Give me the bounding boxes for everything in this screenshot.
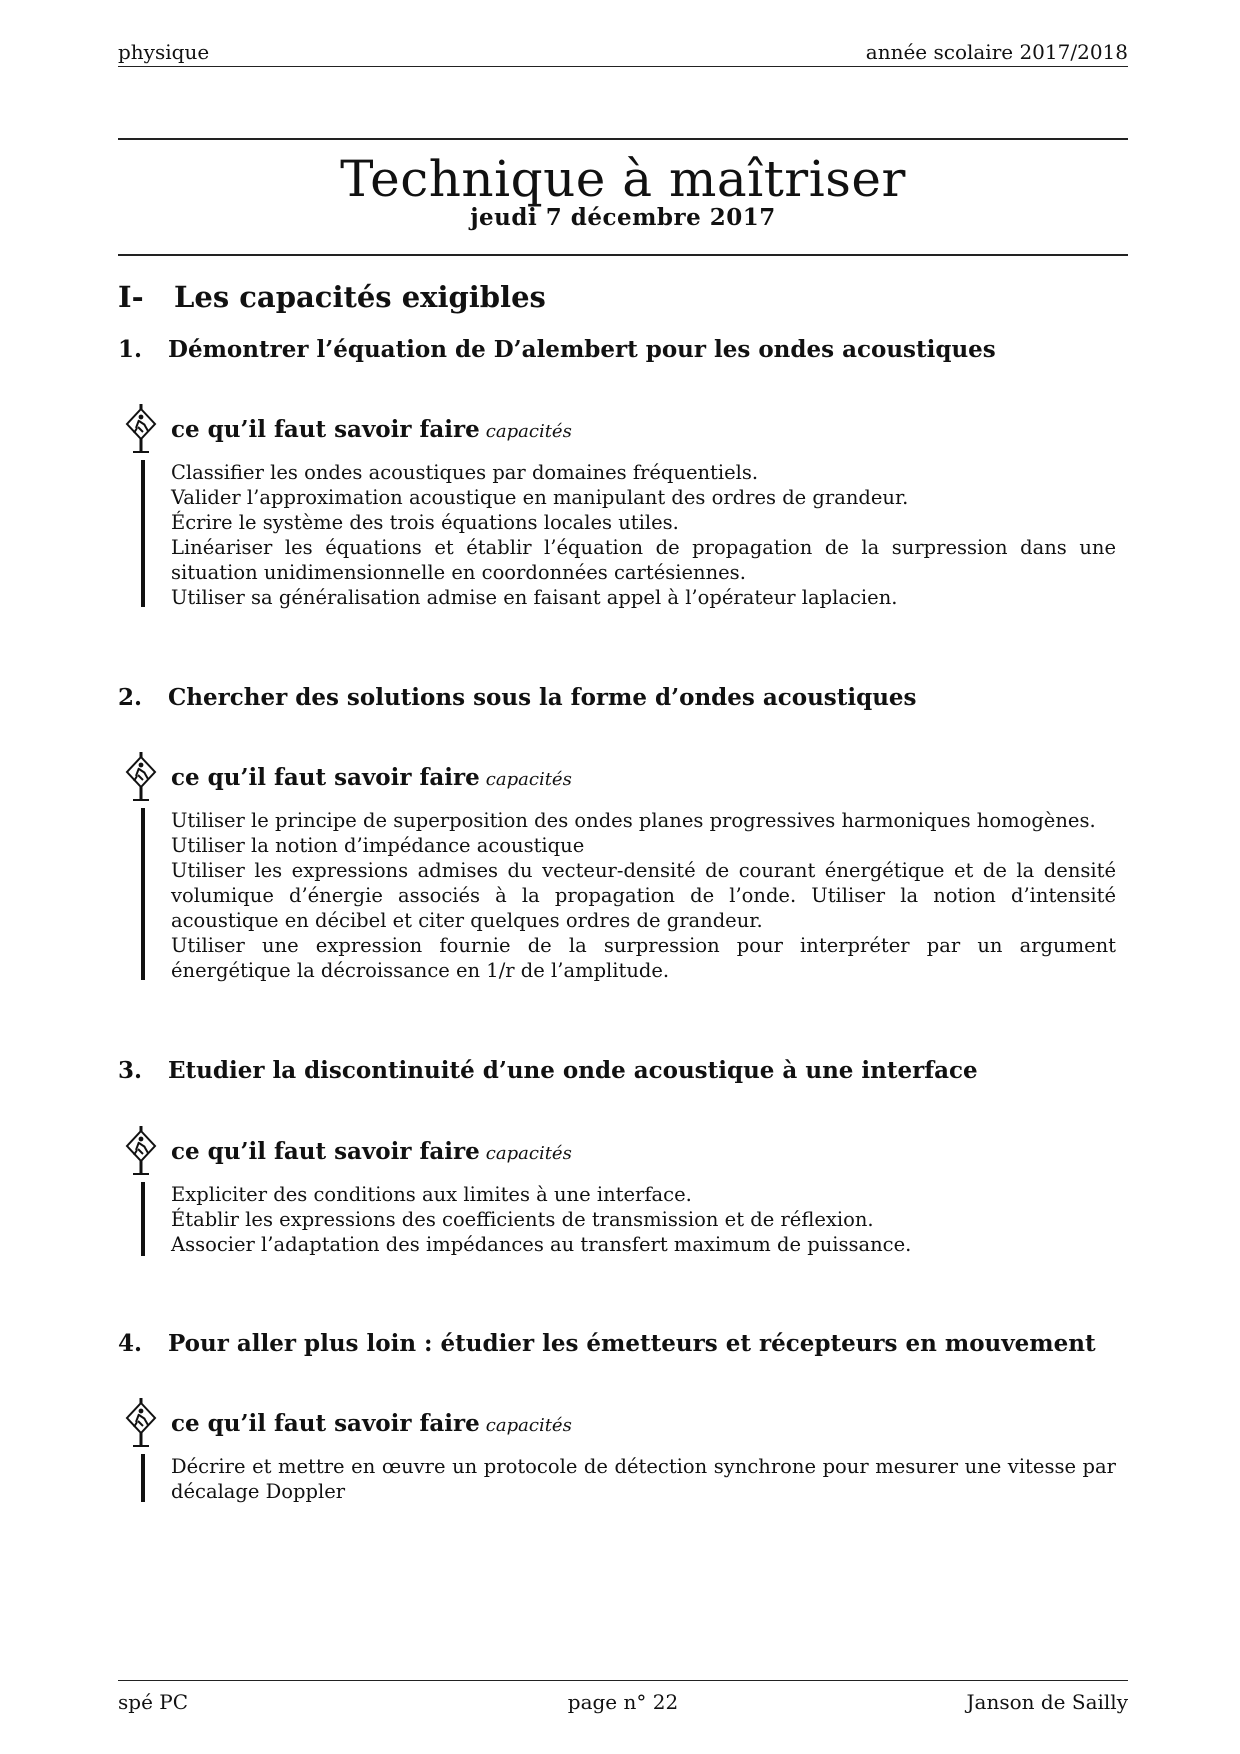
subsection-1-heading (118, 336, 996, 363)
capacities-heading-4 (171, 1410, 572, 1437)
capacities-list-2 (171, 808, 1116, 983)
capacity-item: Établir les expressions des coefficients de transmission et de réflexion. (171, 1208, 874, 1231)
worker-sign-icon (124, 752, 158, 804)
page-number: page n° 22 (567, 1690, 679, 1714)
capacity-item: Valider l’approximation acoustique en manipulant des ordres de grandeur. (171, 486, 909, 509)
title-top-rule (118, 138, 1128, 140)
section-number: I- (118, 280, 144, 314)
capacities-label: ce qu’il faut savoir faire (171, 1410, 480, 1437)
capacities-bar (141, 808, 145, 980)
capacity-item: Expliciter des conditions aux limites à une interface. (171, 1183, 692, 1206)
capacities-tag: capacités (485, 421, 572, 442)
page-title: Technique à maîtriser (340, 150, 906, 208)
worker-sign-icon (124, 1126, 158, 1178)
capacity-item: Utiliser une expression fournie de la surpression pour interpréter par un argument énergétique la décroissance en 1/r de l’amplitude. (171, 934, 1116, 982)
capacities-tag: capacités (485, 1143, 572, 1164)
capacity-item: Utiliser sa généralisation admise en faisant appel à l’opérateur laplacien. (171, 586, 898, 609)
subsection-2-title: Chercher des solutions sous la forme d’ondes acoustiques (168, 684, 917, 711)
page-date: jeudi 7 décembre 2017 (470, 204, 776, 231)
capacities-bar (141, 1454, 145, 1502)
capacities-heading-3 (171, 1138, 572, 1165)
capacities-tag: capacités (485, 1415, 572, 1436)
capacity-item: Classifier les ondes acoustiques par domaines fréquentiels. (171, 461, 759, 484)
title-bottom-rule (118, 254, 1128, 256)
capacities-list-4 (171, 1454, 1116, 1504)
capacity-item: Utiliser la notion d’impédance acoustique (171, 834, 585, 857)
subsection-2-heading (118, 684, 917, 711)
capacities-bar (141, 1182, 145, 1256)
capacities-heading-1 (171, 416, 572, 443)
capacity-item: Associer l’adaptation des impédances au transfert maximum de puissance. (171, 1233, 912, 1256)
subsection-3-title: Etudier la discontinuité d’une onde acoustique à une interface (168, 1057, 978, 1084)
capacities-label: ce qu’il faut savoir faire (171, 764, 480, 791)
footer-rule (118, 1680, 1128, 1681)
capacity-item: Utiliser les expressions admises du vecteur-densité de courant énergétique et de la densité volumique d’énergie associés à la propagation de l’onde. Utiliser la notion d’intensité acoustique en décibel et citer quelques ordres de grandeur. (171, 859, 1116, 932)
capacities-list-3 (171, 1182, 1116, 1257)
subsection-4-title: Pour aller plus loin : étudier les émetteurs et récepteurs en mouvement (168, 1330, 1096, 1357)
footer-school: Janson de Sailly (966, 1690, 1128, 1714)
capacity-item: Écrire le système des trois équations locales utiles. (171, 511, 679, 534)
worker-sign-icon (124, 1398, 158, 1450)
capacities-tag: capacités (485, 769, 572, 790)
header-school-year: année scolaire 2017/2018 (865, 40, 1128, 64)
subsection-3-number: 3. (118, 1057, 143, 1084)
subsection-4-number: 4. (118, 1330, 143, 1357)
footer-class: spé PC (118, 1690, 189, 1714)
subsection-1-number: 1. (118, 336, 143, 363)
capacities-label: ce qu’il faut savoir faire (171, 416, 480, 443)
section-heading (118, 280, 546, 314)
subsection-2-number: 2. (118, 684, 143, 711)
capacities-heading-2 (171, 764, 572, 791)
capacities-bar (141, 460, 145, 607)
header-subject: physique (118, 40, 210, 64)
subsection-4-heading (118, 1330, 1096, 1357)
worker-sign-icon (124, 404, 158, 456)
header-rule (118, 66, 1128, 67)
capacities-list-1 (171, 460, 1116, 610)
capacity-item: Linéariser les équations et établir l’équation de propagation de la surpression dans une situation unidimensionnelle en coordonnées cartésiennes. (171, 536, 1116, 584)
capacity-item: Décrire et mettre en œuvre un protocole de détection synchrone pour mesurer une vitesse par décalage Doppler (171, 1455, 1116, 1503)
capacity-item: Utiliser le principe de superposition des ondes planes progressives harmoniques homogènes. (171, 809, 1096, 832)
subsection-3-heading (118, 1057, 978, 1084)
section-title: Les capacités exigibles (174, 280, 546, 314)
subsection-1-title: Démontrer l’équation de D’alembert pour les ondes acoustiques (168, 336, 996, 363)
capacities-label: ce qu’il faut savoir faire (171, 1138, 480, 1165)
